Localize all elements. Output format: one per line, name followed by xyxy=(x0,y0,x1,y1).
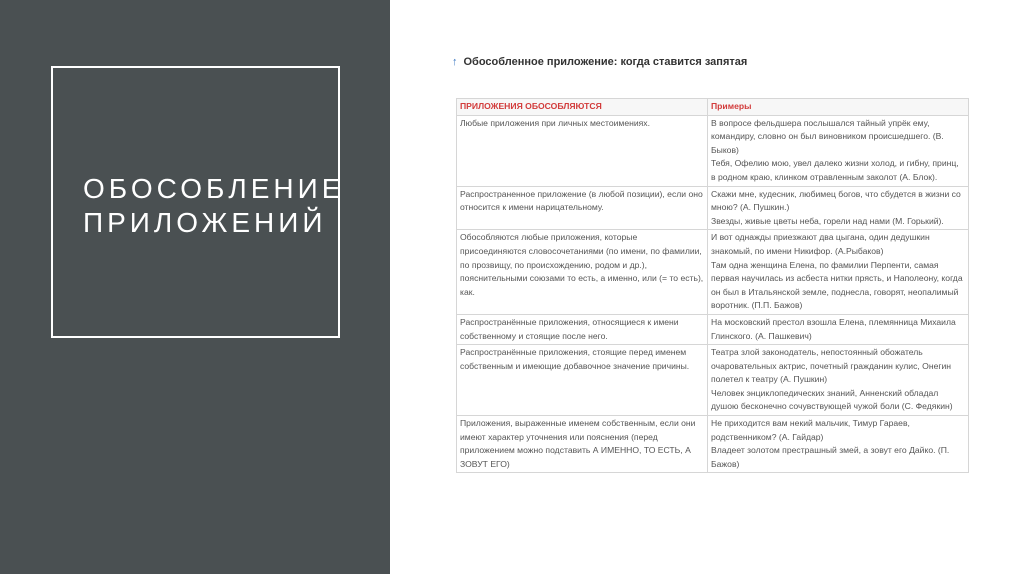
title-frame xyxy=(51,66,345,338)
rule-cell: Приложения, выраженные именем собственным, если они имеют характер уточнения или пояснения (перед приложением можно подставить А ИМЕННО, ТО ЕСТЬ, А ЗОВУТ ЕГО) xyxy=(457,416,708,473)
examples-cell xyxy=(708,186,969,230)
table-row xyxy=(457,186,969,230)
example-text: Не приходится вам некий мальчик, Тимур Гараев, родственником? (А. Гайдар) xyxy=(711,418,910,442)
examples-cell xyxy=(708,345,969,416)
example-text: Скажи мне, кудесник, любимец богов, что сбудется в жизни со мною? (А. Пушкин.) xyxy=(711,188,961,213)
rule-cell: Распространённые приложения, стоящие перед именем собственным и имеющие добавочное значение причины. xyxy=(457,345,708,416)
examples-cell xyxy=(708,115,969,186)
examples-cell xyxy=(708,314,969,344)
title-panel xyxy=(0,0,390,574)
example-text: В вопросе фельдшера послышался тайный упрёк ему, командиру, словно он был виновником происшедшего. (В. Быков) xyxy=(711,117,944,155)
slide-title-line-1: ОБОСОБЛЕНИЕ xyxy=(83,173,345,204)
section-heading-text: Обособленное приложение: когда ставится запятая xyxy=(463,56,748,68)
table-row xyxy=(457,416,969,473)
table-row xyxy=(457,115,969,186)
slide-title xyxy=(83,172,345,240)
examples-cell xyxy=(708,416,969,473)
content-area xyxy=(452,56,968,90)
example-text: Театра злой законодатель, непостоянный обожатель очаровательных актрис, почетный гражданин кулис, Онегин полетел к театру (А. Пушкин) xyxy=(711,347,952,385)
section-heading xyxy=(452,56,968,68)
example-text: Человек энциклопедических знаний, Анненский обладал душою бесконечно сочувствующей чужой боли (С. Федякин) xyxy=(711,387,953,412)
rule-cell: Обособляются любые приложения, которые присоединяются словосочетаниями (по имени, по фамилии, по прозвищу, по происхождению, родом и др.), пояснительными союзами то есть, а именно, или (= то есть), как. xyxy=(457,230,708,315)
rule-cell: Распространенное приложение (в любой позиции), если оно относится к имени нарицательному. xyxy=(457,186,708,230)
examples-cell xyxy=(708,230,969,315)
example-text: Звезды, живые цветы неба, горели над нами (М. Горький). xyxy=(711,215,944,226)
example-text: Владеет золотом престрашный змей, а зовут его Дайко. (П. Бажов) xyxy=(711,445,950,469)
table-row xyxy=(457,345,969,416)
slide-title-line-2: ПРИЛОЖЕНИЙ xyxy=(83,207,327,238)
rule-cell: Распространённые приложения, относящиеся к имени собственному и стоящие после него. xyxy=(457,314,708,344)
table-header-row xyxy=(457,99,969,116)
example-text: Тебя, Офелию мою, увел далеко жизни холод, и гибну, принц, в родном краю, клинком отравленным заколот (А. Блок). xyxy=(711,158,959,182)
example-text: И вот однажды приезжают два цыгана, один дедушкин знакомый, по имени Никифор. (А.Рыбаков) xyxy=(711,232,930,256)
rules-table xyxy=(456,98,969,473)
example-text: Там одна женщина Елена, по фамилии Перпенти, самая первая научилась из асбеста нитки прясть, и Наполеону, когда он был в Итальянской земле, поднесла, говорят, неопалимый воротник. (П.П. Бажов) xyxy=(711,259,963,311)
header-examples: Примеры xyxy=(708,99,969,116)
header-rules: ПРИЛОЖЕНИЯ ОБОСОБЛЯЮТСЯ xyxy=(457,99,708,116)
table-row xyxy=(457,230,969,315)
table-row xyxy=(457,314,969,344)
example-text: На московский престол взошла Елена, племянница Михаила Глинского. (А. Пашкевич) xyxy=(711,316,956,341)
arrow-up-icon: ↑ xyxy=(452,56,458,68)
rule-cell: Любые приложения при личных местоимениях. xyxy=(457,115,708,186)
